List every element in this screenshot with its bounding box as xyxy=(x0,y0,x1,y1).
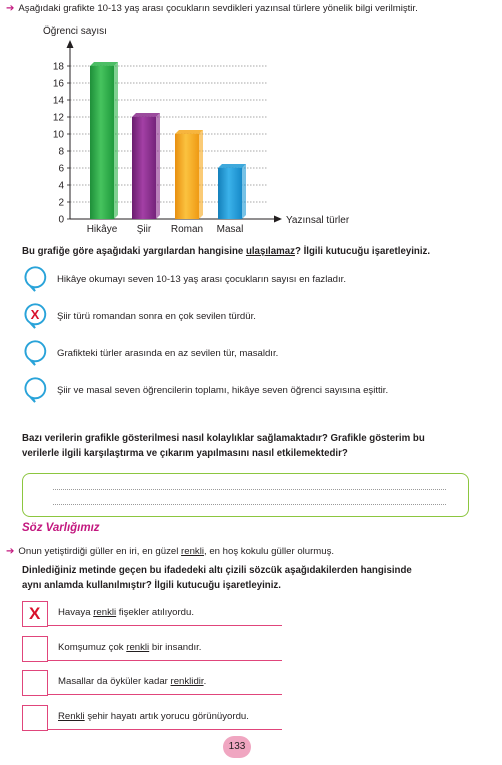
option-row[interactable] xyxy=(22,377,492,407)
y-tick-label: 8 xyxy=(58,146,64,158)
arrow-icon: ➔ xyxy=(6,546,15,557)
check-mark-icon: X xyxy=(29,604,41,623)
checkbox[interactable] xyxy=(22,705,48,731)
y-tick-label: 12 xyxy=(52,112,64,124)
option-row[interactable] xyxy=(22,266,492,296)
x-tick-label: Roman xyxy=(170,224,204,235)
answer-box[interactable] xyxy=(22,473,469,517)
x-tick-label: Şiir xyxy=(136,224,152,235)
bar-top xyxy=(132,113,160,117)
question-1-text-end: ? İlgili kutucuğu işaretleyiniz. xyxy=(294,246,431,257)
bar-top xyxy=(90,62,118,66)
option-row[interactable] xyxy=(22,670,282,698)
option-row[interactable] xyxy=(22,340,492,370)
bar-chart xyxy=(0,0,502,240)
example-sentence-start: Onun yetiştirdiği güller en iri, en güzel xyxy=(18,546,182,557)
section-title: Söz Varlığımız xyxy=(22,522,100,534)
y-tick-label: 18 xyxy=(52,61,64,73)
bar-side xyxy=(242,164,246,219)
intro-text: Aşağıdaki grafikte 10-13 yaş arası çocukların sevdikleri yazınsal türlere yönelik bilgi verilmiştir. xyxy=(18,3,418,14)
question-1-text: Bu grafiğe göre aşağıdaki yargılardan hangisine xyxy=(22,246,246,257)
arrow-icon: ➔ xyxy=(6,3,15,14)
option-text: Şiir türü romandan sonra en çok sevilen türdür. xyxy=(57,311,256,322)
option-row[interactable] xyxy=(22,601,282,629)
question-2-line-2: verilerle ilgili karşılaştırma ve çıkarım yapılmasını nasıl etkilemektedir? xyxy=(22,448,348,459)
question-2 xyxy=(22,431,482,461)
speech-bubble-checkbox-icon[interactable] xyxy=(22,340,48,366)
option-row[interactable] xyxy=(22,705,282,733)
bar-top xyxy=(218,164,246,168)
option-text: Grafikteki türler arasında en az sevilen tür, masaldır. xyxy=(57,348,279,359)
example-sentence-word: renkli xyxy=(181,546,204,557)
x-tick-label: Masal xyxy=(216,224,244,235)
option-text: Renkli şehir hayatı artık yorucu görünüyordu. xyxy=(58,711,249,722)
option-underline xyxy=(48,660,282,661)
checkbox[interactable] xyxy=(22,601,48,627)
bar-top xyxy=(175,130,203,134)
bar xyxy=(218,168,242,219)
y-tick-label: 0 xyxy=(58,214,64,226)
bar-side xyxy=(199,130,203,219)
y-axis-arrow-icon xyxy=(67,40,74,48)
option-text: Havaya renkli fişekler atılıyordu. xyxy=(58,607,194,618)
answer-line-1 xyxy=(53,489,446,490)
bar-side xyxy=(114,62,118,219)
option-text: Masallar da öyküler kadar renklidir. xyxy=(58,676,207,687)
question-2-line-1: Bazı verilerin grafikle gösterilmesi nasıl kolaylıklar sağlamaktadır? Grafikle gösterim bu xyxy=(22,433,425,444)
example-sentence-end: , en hoş kokulu güller olurmuş. xyxy=(203,546,335,557)
question-1-keyword: ulaşılamaz xyxy=(245,246,295,257)
bar xyxy=(90,66,114,219)
x-tick-label: Hikâye xyxy=(86,224,118,235)
question-3 xyxy=(22,563,482,593)
y-tick-label: 14 xyxy=(52,95,64,107)
checkbox[interactable] xyxy=(22,670,48,696)
y-tick-label: 16 xyxy=(52,78,64,90)
bar-side xyxy=(156,113,160,219)
question-1 xyxy=(22,244,430,259)
answer-line-2 xyxy=(53,504,446,505)
question-3-line-1: Dinlediğiniz metinde geçen bu ifadedeki altı çizili sözcük aşağıdakilerden hangisinde xyxy=(22,565,412,576)
option-row[interactable] xyxy=(22,303,492,333)
option-row[interactable] xyxy=(22,636,282,664)
y-axis-label: Öğrenci sayısı xyxy=(43,26,107,37)
y-tick-label: 6 xyxy=(58,163,64,175)
x-axis-label: Yazınsal türler xyxy=(286,215,350,226)
option-underline xyxy=(48,694,282,695)
question-3-line-2: aynı anlamda kullanılmıştır? İlgili kutucuğu işaretleyiniz. xyxy=(22,580,281,591)
page-number: 133 xyxy=(223,736,251,758)
y-tick-label: 2 xyxy=(58,197,64,209)
svg-text:X: X xyxy=(30,307,40,323)
y-tick-label: 4 xyxy=(58,180,64,192)
example-sentence xyxy=(6,546,334,557)
x-axis-arrow-icon xyxy=(274,216,282,223)
y-tick-label: 10 xyxy=(52,129,64,141)
bar xyxy=(175,134,199,219)
checkbox[interactable] xyxy=(22,636,48,662)
option-text: Hikâye okumayı seven 10-13 yaş arası çocukların sayısı en fazladır. xyxy=(57,274,347,285)
bar xyxy=(132,117,156,219)
speech-bubble-checkbox-icon[interactable] xyxy=(22,303,48,329)
chart-bars xyxy=(90,62,246,219)
option-underline xyxy=(48,729,282,730)
option-underline xyxy=(48,625,282,626)
speech-bubble-checkbox-icon[interactable] xyxy=(22,266,48,292)
speech-bubble-checkbox-icon[interactable] xyxy=(22,377,48,403)
option-text: Komşumuz çok renkli bir insandır. xyxy=(58,642,202,653)
option-text: Şiir ve masal seven öğrencilerin toplamı, hikâye seven öğrenci sayısına eşittir. xyxy=(57,385,389,396)
